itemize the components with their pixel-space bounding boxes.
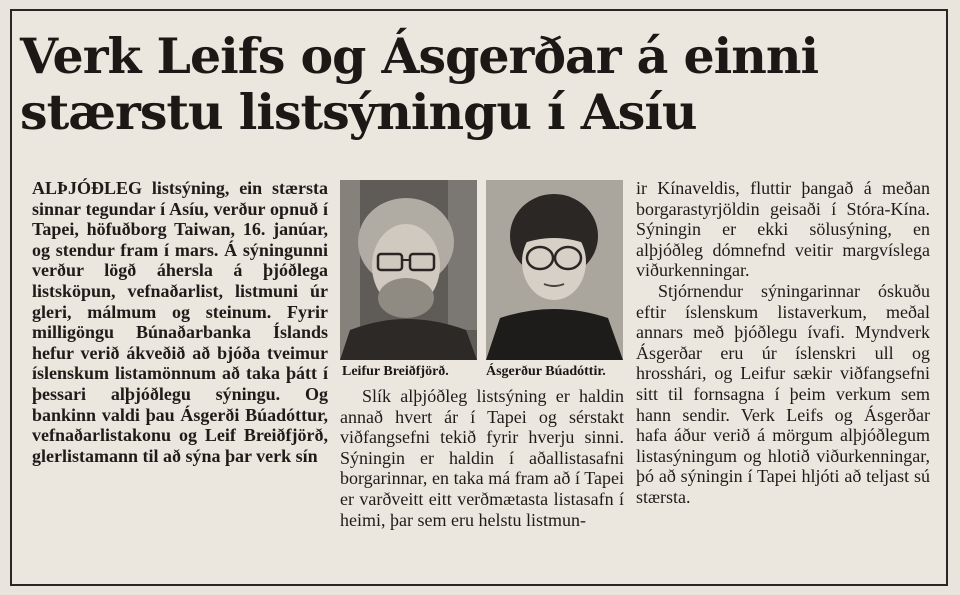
caption-asgerdur: Ásgerður Búadóttir.	[486, 364, 606, 379]
headline-line-1: Verk Leifs og Ásgerðar á einni	[20, 27, 819, 85]
portrait-man-image	[340, 180, 477, 360]
paragraph: Stjórnendur sýningarinnar óskuðu eftir íslenskum listaverkum, meðal annars með þjóðlegu ívafi. Myndverk Ásgerðar eru úr íslenskri ull og hrosshári, og Leifur sækir viðfangsefni sitt til fornsagna í þeim verkum sem hann sendir. Verk Leifs og Ásgerðar hafa áður verið á mörgum alþjóðlegum listasýningum og hlotið viðurkenningar, þó að sýningin í Tapei hljóti að teljast sú stærsta.	[636, 280, 930, 507]
photo-leifur	[340, 180, 477, 360]
caption-leifur: Leifur Breiðfjörð.	[342, 364, 449, 379]
paragraph: Slík alþjóðleg listsýning er haldin annað hvert ár í Tapei og sérstakt viðfangsefni tekið fyrir hverju sinni. Sýningin er haldin í aðallistasafni borgarinnar, en taka má fram að í Tapei er varðveitt eitt verðmætasta listasafn í heimi, þar sem eru helstu listmun-	[340, 386, 624, 530]
portrait-woman-image	[486, 180, 623, 360]
article-column-1	[32, 178, 328, 466]
lead-word: ALÞJÓÐLEG	[32, 178, 143, 198]
article-column-3	[636, 178, 930, 508]
photo-block	[340, 180, 624, 384]
article-column-2	[340, 386, 624, 530]
headline-line-2: stærstu listsýningu í Asíu	[20, 83, 697, 141]
lead-text: listsýning, ein stærsta sinnar tegundar í Asíu, verður opnuð í Tapei, höfuðborg Taiwan, 16. janúar, og stendur fram í mars. Á sýningunni verður lögð áhersla á þjóðlega listsköpun, vefnaðarlist, listmuni úr gleri, málmum og steinum. Fyrir milligöngu Búnaðarbanka Íslands hefur verið ákveðið að bjóða tveimur íslenskum listamönnum að taka þátt í þessari alþjóðlegu sýningu. Og bankinn valdi þau Ásgerði Búadóttur, vefnaðarlistakonu og Leif Breiðfjörð, glerlistamann til að sýna þar verk sín	[32, 178, 328, 466]
photo-asgerdur	[486, 180, 623, 360]
lead-paragraph	[32, 178, 328, 466]
paragraph: ir Kínaveldis, fluttir þangað á meðan borgarastyrjöldin geisaði í Stóra-Kína. Sýningin er ekki sölusýning, en alþjóðleg dómnefnd veitir margvíslega viðurkenningar.	[636, 178, 930, 281]
headline	[20, 28, 940, 140]
